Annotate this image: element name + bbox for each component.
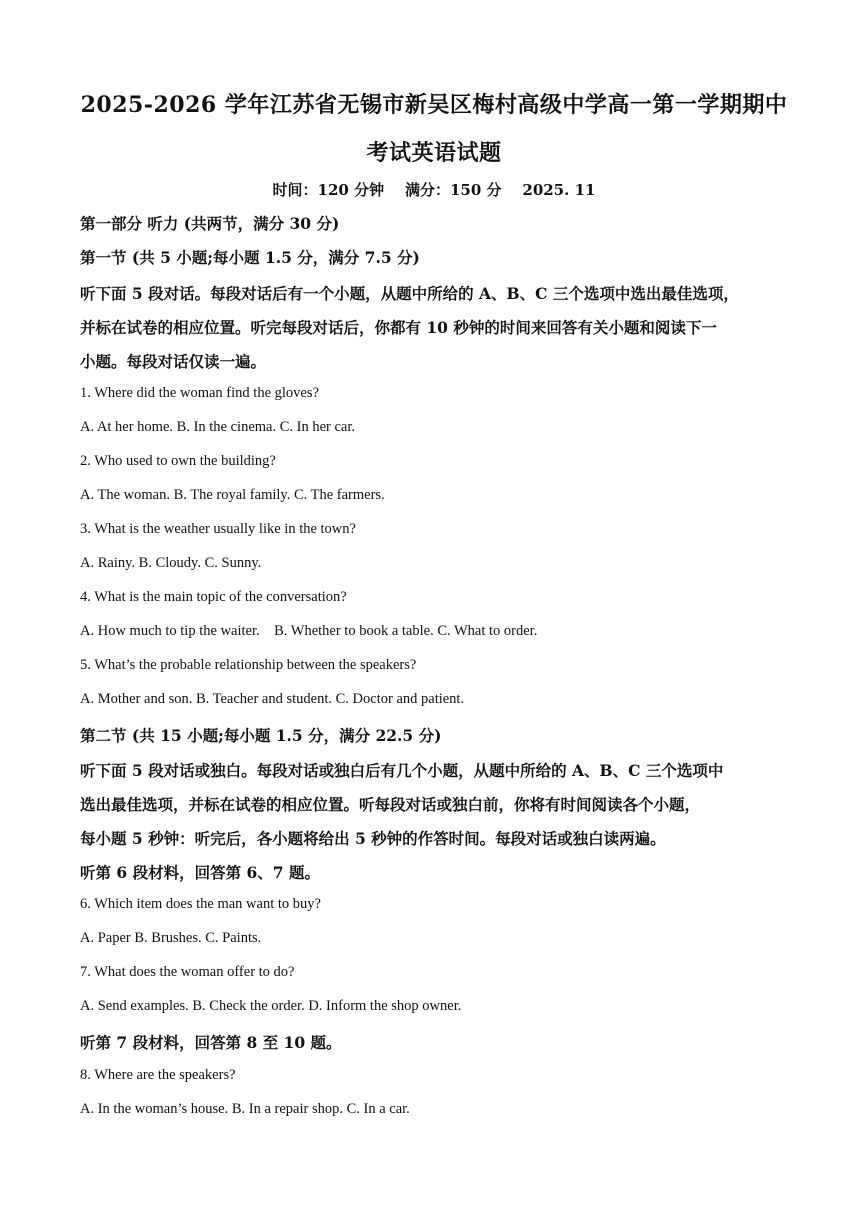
question-5-options: A. Mother and son. B. Teacher and student. C. Doctor and patient. xyxy=(80,691,465,707)
instr1-line1: 听下面 5 段对话。每段对话后有一个小题，从题中所给的 A、B、C 三个选项中选出最佳选项， xyxy=(80,284,739,303)
question-1: 1. Where did the woman find the gloves? xyxy=(80,385,319,401)
instr1-line2: 并标在试卷的相应位置。听完每段对话后，你都有 10 秒钟的时间来回答有关小题和阅读下一 xyxy=(80,318,717,337)
instr2-line2: 选出最佳选项，并标在试卷的相应位置。听每段对话或独白前，你将有时间阅读各个小题， xyxy=(80,795,701,814)
question-4-options: A. How much to tip the waiter. B. Whether to book a table. C. What to order. xyxy=(80,623,538,639)
part1-heading: 第一部分 听力 (共两节，满分 30 分) xyxy=(80,214,340,233)
question-8: 8. Where are the speakers? xyxy=(80,1067,236,1083)
instr2-line1: 听下面 5 段对话或独白。每段对话或独白后有几个小题，从题中所给的 A、B、C 三个选项中 xyxy=(80,761,724,780)
question-8-options: A. In the woman’s house. B. In a repair shop. C. In a car. xyxy=(80,1101,410,1117)
question-6-options: A. Paper B. Brushes. C. Paints. xyxy=(80,930,262,946)
instr1-line3: 小题。每段对话仅读一遍。 xyxy=(80,352,267,371)
exam-title-line2: 考试英语试题 xyxy=(366,140,502,166)
exam-title-line1: 2025-2026 学年江苏省无锡市新吴区梅村高级中学高一第一学期期中 xyxy=(80,92,788,118)
question-7-options: A. Send examples. B. Check the order. D. Inform the shop owner. xyxy=(80,998,462,1014)
question-3: 3. What is the weather usually like in the town? xyxy=(80,521,356,537)
section1-heading: 第一节 (共 5 小题;每小题 1.5 分，满分 7.5 分) xyxy=(80,248,420,267)
question-5: 5. What’s the probable relationship between the speakers? xyxy=(80,657,417,673)
question-2-options: A. The woman. B. The royal family. C. The farmers. xyxy=(80,487,385,503)
question-3-options: A. Rainy. B. Cloudy. C. Sunny. xyxy=(80,555,262,571)
question-7: 7. What does the woman offer to do? xyxy=(80,964,295,980)
exam-meta: 时间：120 分钟 满分：150 分 2025. 11 xyxy=(272,181,596,199)
question-2: 2. Who used to own the building? xyxy=(80,453,276,469)
material-6-heading: 听第 6 段材料，回答第 6、7 题。 xyxy=(80,863,320,882)
question-6: 6. Which item does the man want to buy? xyxy=(80,896,321,912)
section2-heading: 第二节 (共 15 小题;每小题 1.5 分，满分 22.5 分) xyxy=(80,726,442,745)
instr2-line3: 每小题 5 秒钟：听完后，各小题将给出 5 秒钟的作答时间。每段对话或独白读两遍。 xyxy=(80,829,666,848)
question-1-options: A. At her home. B. In the cinema. C. In her car. xyxy=(80,419,356,435)
material-7-heading: 听第 7 段材料，回答第 8 至 10 题。 xyxy=(80,1033,342,1052)
question-4: 4. What is the main topic of the conversation? xyxy=(80,589,347,605)
